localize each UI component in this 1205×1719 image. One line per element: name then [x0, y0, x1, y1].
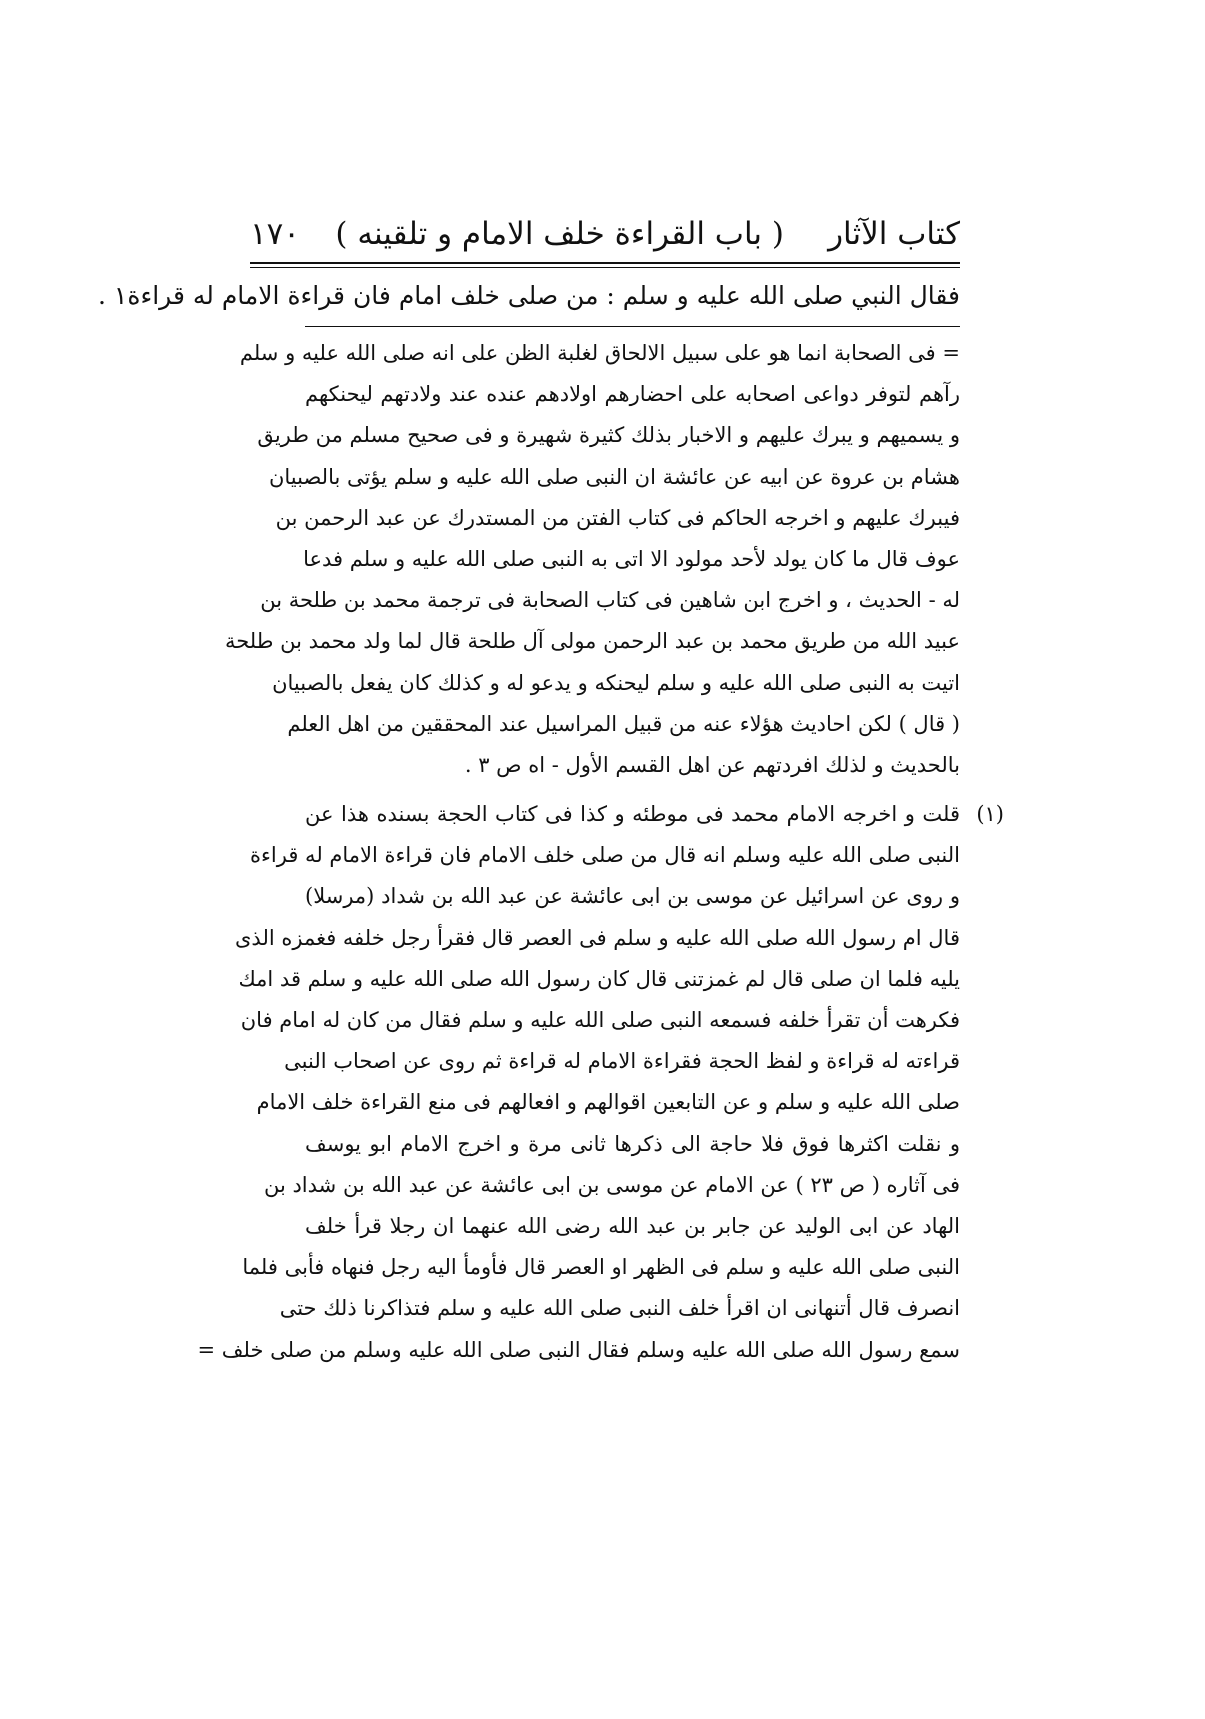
footnote-continued [224, 333, 960, 786]
footnote-line: النبى صلى الله عليه وسلم انه قال من صلى خلف الامام فان قراءة الامام له قراءة [250, 843, 960, 868]
document-page [98, 210, 1004, 1371]
footnote-line: سمع رسول الله صلى الله عليه وسلم فقال النبى صلى الله عليه وسلم من صلى خلف = [197, 1337, 960, 1362]
footnote-line: هشام بن عروة عن ابيه عن عائشة ان النبى صلى الله عليه و سلم يؤتى بالصبيان [268, 464, 960, 489]
footnote-line: الهاد عن ابى الوليد عن جابر بن عبد الله رضى الله عنهما ان رجلا قرأ خلف [305, 1213, 960, 1238]
header-rule [250, 262, 960, 268]
page-number: ١٧٠ [250, 216, 300, 252]
main-text: فقال النبي صلى الله عليه و سلم : من صلى خلف امام فان قراءة الامام له قراءة١ . [98, 281, 960, 310]
footnote-line: قال ام رسول الله صلى الله عليه و سلم فى العصر قال فقرأ رجل خلفه فغمزه الذى [234, 925, 960, 950]
footnote-line: فكرهت أن تقرأ خلفه فسمعه النبى صلى الله عليه و سلم فقال من كان له امام فان [240, 1008, 960, 1032]
footnote-separator [305, 326, 960, 327]
footnote-line: صلى الله عليه و سلم و عن التابعين اقوالهم و افعالهم فى منع القراءة خلف الامام [256, 1090, 960, 1115]
footnote-line: النبى صلى الله عليه و سلم فى الظهر او العصر قال فأومأ اليه رجل فنهاه فأبى فلما [242, 1255, 960, 1280]
chapter-title: ( باب القراءة خلف الامام و تلقينه ) [335, 216, 784, 252]
page-header [250, 210, 960, 262]
footnote-line: عبيد الله من طريق محمد بن عبد الرحمن مولى آل طلحة قال لما ولد محمد بن طلحة [224, 629, 960, 654]
footnote-line: عوف قال ما كان يولد لأحد مولود الا اتى به النبى صلى الله عليه و سلم فدعا [303, 546, 960, 571]
footnote-line: = فى الصحابة انما هو على سبيل الالحاق لغلبة الظن على انه صلى الله عليه و سلم [239, 341, 960, 365]
footnote-line: له - الحديث ، و اخرج ابن شاهين فى كتاب الصحابة فى ترجمة محمد بن طلحة بن [260, 588, 960, 613]
footnote-line: قراءته له قراءة و لفظ الحجة فقراءة الامام له قراءة ثم روى عن اصحاب النبى [284, 1049, 960, 1074]
footnote-line: قلت و اخرجه الامام محمد فى موطئه و كذا فى كتاب الحجة بسنده هذا عن [305, 802, 960, 827]
footnote-line: و نقلت اكثرها فوق فلا حاجة الى ذكرها ثانى مرة و اخرج الامام ابو يوسف [305, 1131, 960, 1156]
footnote-line: فيبرك عليهم و اخرجه الحاكم فى كتاب الفتن من المستدرك عن عبد الرحمن بن [275, 505, 960, 530]
footnote-line: يليه فلما ان صلى قال لم غمزتنى قال كان رسول الله صلى الله عليه و سلم قد امك [238, 966, 960, 991]
footnote-marker: (١) [976, 802, 1004, 827]
footnote-line: و يسميهم و يبرك عليهم و الاخبار بذلك كثيرة شهيرة و فى صحيح مسلم من طريق [257, 423, 960, 448]
book-title: كتاب الآثار [828, 216, 960, 252]
footnote-line: ( قال ) لكن احاديث هؤلاء عنه من قبيل المراسيل عند المحققين من اهل العلم [287, 711, 960, 736]
footnote-line: انصرف قال أتنهانى ان اقرأ خلف النبى صلى الله عليه و سلم فتذاكرنا ذلك حتى [279, 1296, 960, 1321]
footnote-line: و روى عن اسرائيل عن موسى بن ابى عائشة عن عبد الله بن شداد (مرسلا) [305, 884, 960, 909]
footnote-line: رآهم لتوفر دواعى اصحابه على احضارهم اولادهم عنده عند ولادتهم ليحنكهم [305, 382, 960, 407]
footnote-line: اتيت به النبى صلى الله عليه و سلم ليحنكه و يدعو له و كذلك كان يفعل بالصبيان [272, 670, 960, 695]
footnote-one [197, 794, 1004, 1371]
footnote-line: فى آثاره ( ص ٢٣ ) عن الامام عن موسى بن ابى عائشة عن عبد الله بن شداد بن [263, 1172, 960, 1197]
footnote-line: بالحديث و لذلك افردتهم عن اهل القسم الأول - اه ص ٣ . [464, 752, 960, 777]
footnote-first-row [305, 794, 1004, 835]
